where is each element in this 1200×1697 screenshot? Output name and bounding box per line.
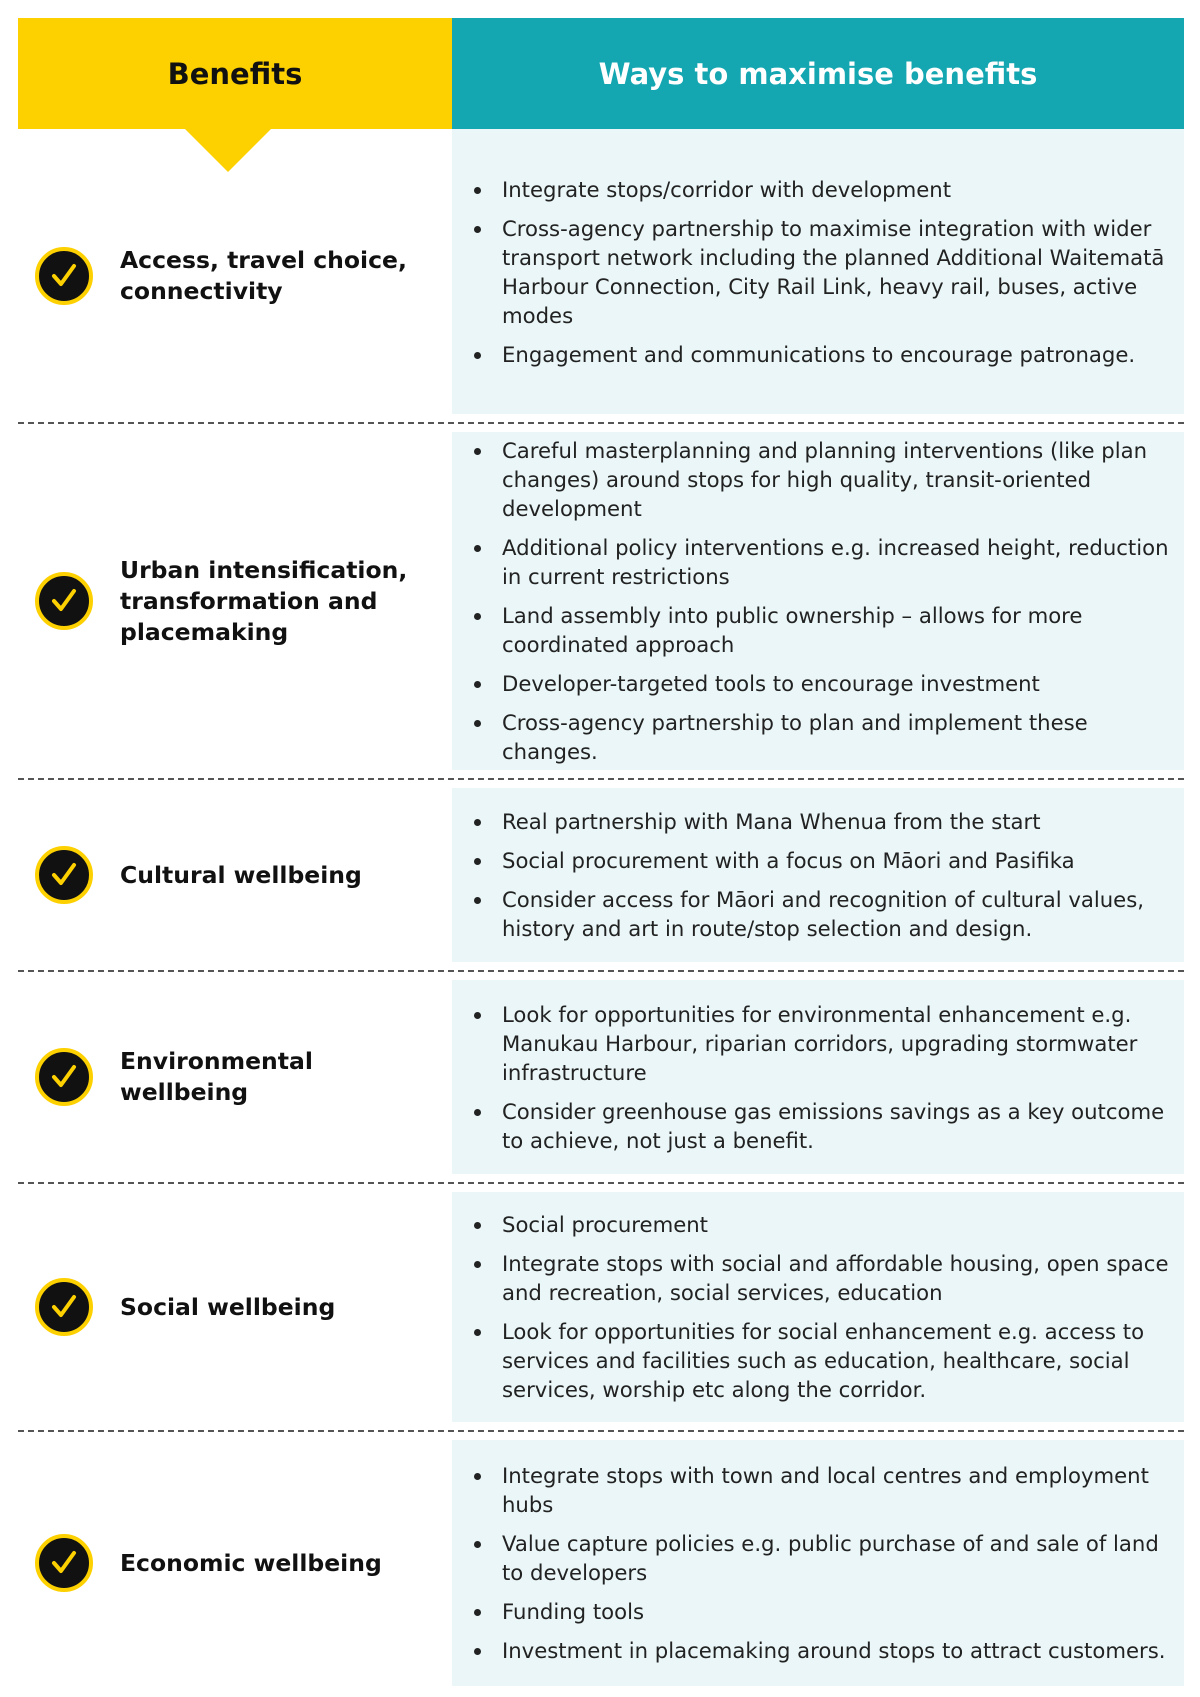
ways-cell xyxy=(452,980,1184,1174)
check-icon xyxy=(35,846,93,904)
benefit-label: Social wellbeing xyxy=(120,1292,336,1321)
ways-list xyxy=(452,165,1184,379)
list-item: Investment in placemaking around stops to attract customers. xyxy=(502,1636,1174,1665)
list-item: Cross-agency partnership to plan and implement these changes. xyxy=(502,708,1174,766)
check-icon xyxy=(35,1278,93,1336)
benefit-cell xyxy=(18,424,452,778)
ways-cell xyxy=(452,129,1184,414)
benefit-cell xyxy=(18,1184,452,1430)
list-item: Developer-targeted tools to encourage investment xyxy=(502,669,1174,698)
benefit-row-cultural xyxy=(18,780,1184,970)
list-item: Value capture policies e.g. public purchase of and sale of land to developers xyxy=(502,1529,1174,1587)
list-item: Cross-agency partnership to maximise integration with wider transport network including the planned Additional Waitematā Harbour Connection, City Rail Link, heavy rail, buses, active modes xyxy=(502,214,1174,330)
list-item: Engagement and communications to encourage patronage. xyxy=(502,340,1174,369)
ways-list xyxy=(452,797,1184,953)
benefit-label: Access, travel choice, connectivity xyxy=(120,245,407,305)
check-icon xyxy=(35,1534,93,1592)
list-item: Funding tools xyxy=(502,1597,1174,1626)
list-item: Consider greenhouse gas emissions savings as a key outcome to achieve, not just a benefit. xyxy=(502,1097,1174,1155)
list-item: Careful masterplanning and planning interventions (like plan changes) around stops for high quality, transit-oriented development xyxy=(502,436,1174,523)
ways-cell xyxy=(452,788,1184,962)
ways-list xyxy=(452,426,1184,776)
list-item: Integrate stops/corridor with development xyxy=(502,175,1174,204)
benefit-cell xyxy=(18,1432,452,1694)
benefits-header xyxy=(18,18,452,129)
benefit-label: Economic wellbeing xyxy=(120,1548,382,1577)
list-item: Social procurement with a focus on Māori and Pasifika xyxy=(502,846,1174,875)
benefit-label: Cultural wellbeing xyxy=(120,860,362,889)
benefit-row-social xyxy=(18,1184,1184,1430)
list-item: Additional policy interventions e.g. increased height, reduction in current restrictions xyxy=(502,533,1174,591)
ways-header-label: Ways to maximise benefits xyxy=(598,56,1038,91)
list-item: Integrate stops with town and local centres and employment hubs xyxy=(502,1461,1174,1519)
list-item: Social procurement xyxy=(502,1210,1174,1239)
benefit-cell xyxy=(18,780,452,970)
list-item: Land assembly into public ownership – allows for more coordinated approach xyxy=(502,601,1174,659)
benefit-label: Environmental wellbeing xyxy=(120,1047,313,1106)
ways-header xyxy=(452,18,1184,129)
check-icon xyxy=(35,1048,93,1106)
ways-cell xyxy=(452,432,1184,770)
check-icon xyxy=(35,572,93,630)
list-item: Integrate stops with social and affordable housing, open space and recreation, social services, education xyxy=(502,1249,1174,1307)
list-item: Look for opportunities for environmental enhancement e.g. Manukau Harbour, riparian corridors, upgrading stormwater infrastructure xyxy=(502,1000,1174,1087)
benefit-row-environmental xyxy=(18,972,1184,1182)
ways-cell xyxy=(452,1192,1184,1422)
benefit-row-economic xyxy=(18,1432,1184,1694)
list-item: Consider access for Māori and recognition of cultural values, history and art in route/stop selection and design. xyxy=(502,885,1174,943)
check-icon xyxy=(35,247,93,305)
benefit-row-urban xyxy=(18,424,1184,778)
ways-list xyxy=(452,990,1184,1165)
ways-list xyxy=(452,1200,1184,1414)
ways-list xyxy=(452,1451,1184,1675)
list-item: Real partnership with Mana Whenua from the start xyxy=(502,807,1174,836)
benefit-cell xyxy=(18,972,452,1182)
benefit-cell xyxy=(18,129,452,422)
ways-cell xyxy=(452,1440,1184,1686)
benefit-row-access xyxy=(18,129,1184,422)
list-item: Look for opportunities for social enhancement e.g. access to services and facilities such as education, healthcare, social services, worship etc along the corridor. xyxy=(502,1317,1174,1404)
benefits-header-label: Benefits xyxy=(167,56,303,91)
benefit-label: Urban intensification, transformation and placemaking xyxy=(120,555,408,646)
